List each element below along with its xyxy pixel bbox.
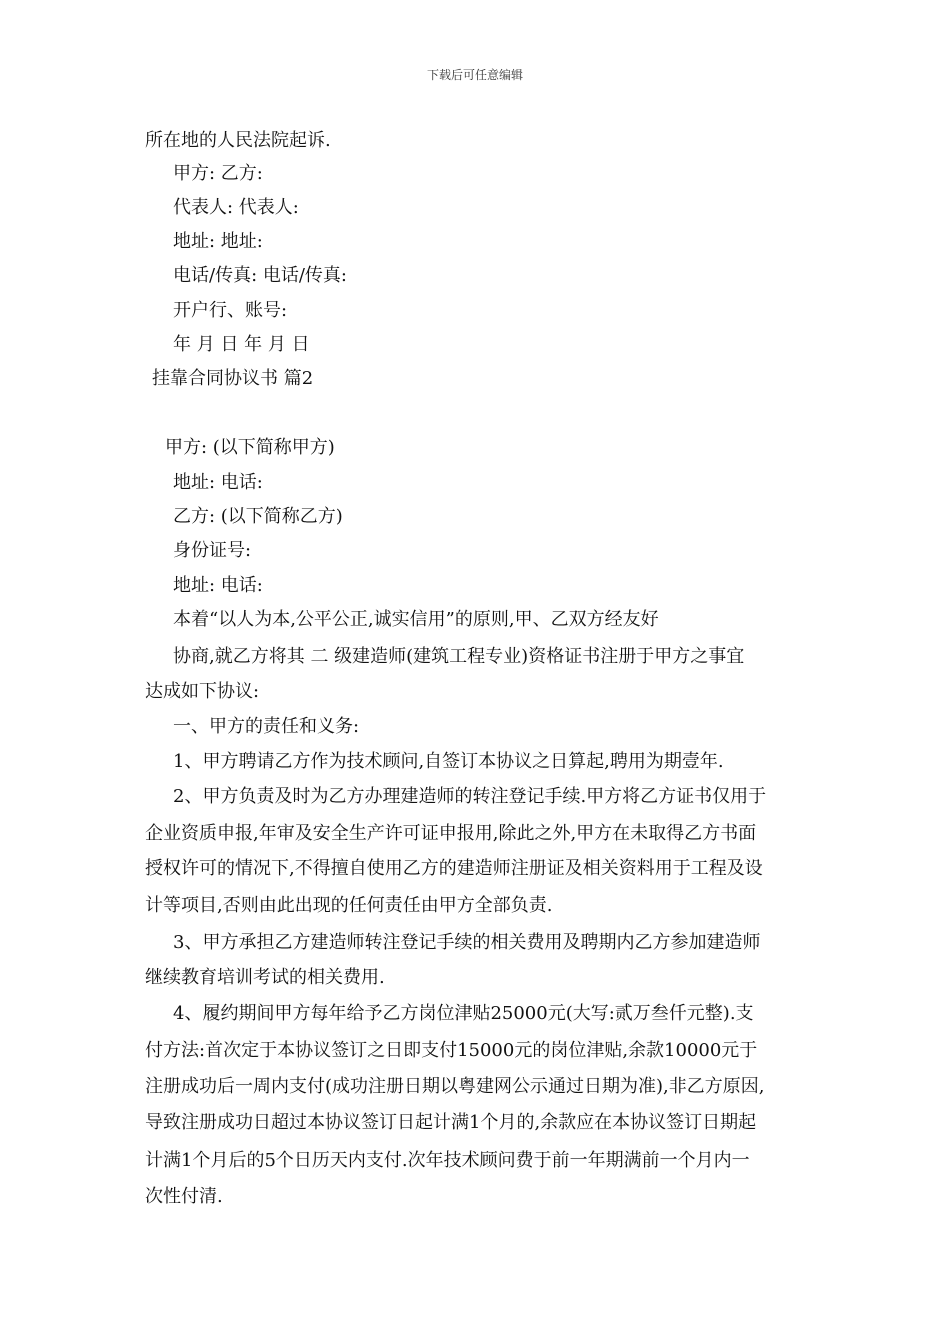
signature-date-labels: 年 月 日 年 月 日 bbox=[173, 334, 310, 355]
clause-line: 2、甲方负责及时为乙方办理建造师的转注登记手续.甲方将乙方证书仅用于 bbox=[173, 786, 767, 807]
paragraph-line: 本着“以人为本,公平公正,诚实信用”的原则,甲、乙双方经友好 bbox=[173, 609, 659, 630]
clause-line: 3、甲方承担乙方建造师转注登记手续的相关费用及聘期内乙方参加建造师 bbox=[173, 932, 761, 953]
paragraph-line: 所在地的人民法院起诉. bbox=[145, 130, 331, 151]
clause-line: 授权许可的情况下,不得擅自使用乙方的建造师注册证及相关资料用于工程及设 bbox=[145, 858, 763, 879]
clause-line: 注册成功后一周内支付(成功注册日期以粤建网公示通过日期为准),非乙方原因, bbox=[145, 1076, 765, 1097]
signature-bank-label: 开户行、账号: bbox=[173, 300, 288, 321]
party-b-line: 乙方: (以下简称乙方) bbox=[173, 506, 343, 527]
party-b-address-line: 地址: 电话: bbox=[173, 575, 263, 596]
clause-line: 导致注册成功日超过本协议签订日起计满1个月的,余款应在本协议签订日期起 bbox=[145, 1112, 757, 1133]
party-a-address-line: 地址: 电话: bbox=[173, 472, 263, 493]
clause-line: 计等项目,否则由此出现的任何责任由甲方全部负责. bbox=[145, 895, 553, 916]
section-title: 挂靠合同协议书 篇2 bbox=[152, 368, 314, 389]
signature-phone-labels: 电话/传真: 电话/传真: bbox=[173, 265, 347, 286]
clause-line: 计满1个月后的5个日历天内支付.次年技术顾问费于前一年期满前一个月内一 bbox=[145, 1150, 750, 1171]
clause-line: 次性付清. bbox=[145, 1186, 223, 1207]
clause-line: 企业资质申报,年审及安全生产许可证申报用,除此之外,甲方在未取得乙方书面 bbox=[145, 823, 757, 844]
signature-representative-labels: 代表人: 代表人: bbox=[173, 197, 299, 218]
party-b-id-line: 身份证号: bbox=[173, 540, 252, 561]
paragraph-line: 协商,就乙方将其 二 级建造师(建筑工程专业)资格证书注册于甲方之事宜 bbox=[173, 646, 745, 667]
clause-line: 继续教育培训考试的相关费用. bbox=[145, 967, 385, 988]
clause-line: 4、履约期间甲方每年给予乙方岗位津贴25000元(大写:贰万叁仟元整).支 bbox=[173, 1003, 754, 1024]
signature-party-labels: 甲方: 乙方: bbox=[173, 163, 263, 184]
paragraph-line: 达成如下协议: bbox=[145, 681, 260, 702]
party-a-line: 甲方: (以下简称甲方) bbox=[165, 437, 335, 458]
clause-line: 付方法:首次定于本协议签订之日即支付15000元的岗位津贴,余款10000元于 bbox=[145, 1040, 758, 1061]
signature-address-labels: 地址: 地址: bbox=[173, 231, 263, 252]
page-header: 下载后可任意编辑 bbox=[426, 68, 523, 82]
clause-heading: 一、甲方的责任和义务: bbox=[173, 716, 360, 737]
clause-line: 1、甲方聘请乙方作为技术顾问,自签订本协议之日算起,聘用为期壹年. bbox=[173, 751, 724, 772]
